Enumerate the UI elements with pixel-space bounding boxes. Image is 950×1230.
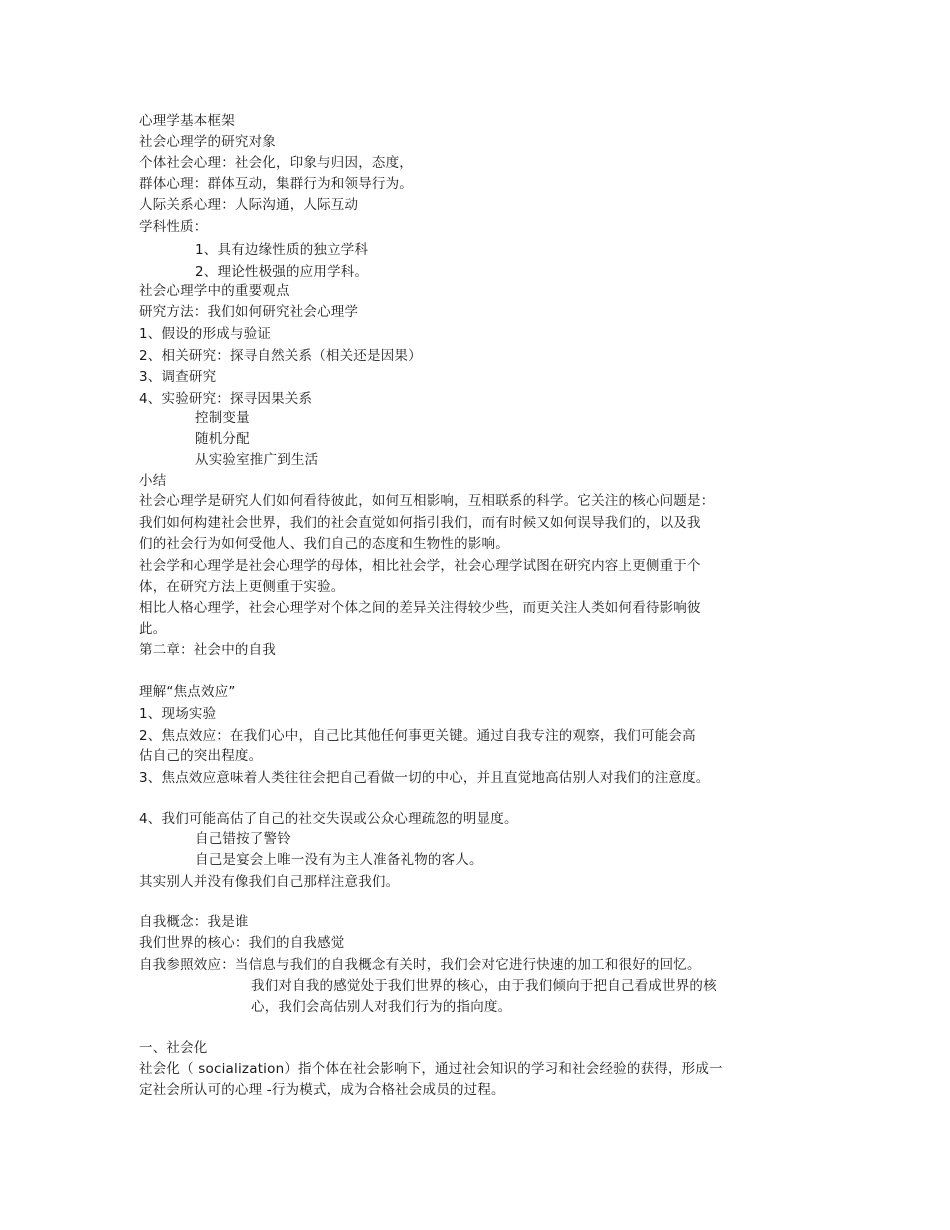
text-line: 体，在研究方法上更侧重于实验。	[139, 579, 345, 595]
text-line: 一、社会化	[139, 1040, 208, 1056]
text-line: 相比人格心理学，社会心理学对个体之间的差异关注得较少些，而更关注人类如何看待影响彼	[139, 600, 701, 616]
text-line: 社会心理学的研究对象	[139, 134, 276, 150]
text-line: 社会心理学是研究人们如何看待彼此，如何互相影响，互相联系的科学。它关注的核心问题是：	[139, 493, 715, 509]
text-line: 2、焦点效应：在我们心中，自己比其他任何事更关键。通过自我专注的观察，我们可能会高	[139, 728, 696, 744]
text-line: 小结	[139, 473, 167, 489]
text-line: 我们对自我的感觉处于我们世界的核心，由于我们倾向于把自己看成世界的核	[251, 978, 717, 994]
text-line: 随机分配	[195, 431, 250, 447]
text-line: 学科性质：	[139, 219, 208, 235]
text-line: 控制变量	[195, 410, 250, 426]
text-line: 1、假设的形成与验证	[139, 326, 272, 342]
text-line: 我们世界的核心：我们的自我感觉	[139, 935, 345, 951]
text-line: 自我参照效应：当信息与我们的自我概念有关时，我们会对它进行快速的加工和很好的回忆。	[139, 957, 701, 973]
text-line: 定社会所认可的心理 -行为模式，成为合格社会成员的过程。	[139, 1082, 505, 1098]
text-line: 1、具有边缘性质的独立学科	[195, 242, 369, 258]
text-line: 研究方法：我们如何研究社会心理学	[139, 304, 359, 320]
text-line: 3、调查研究	[139, 369, 217, 385]
text-line: 3、焦点效应意味着人类往往会把自己看做一切的中心，并且直觉地高估别人对我们的注意度。	[139, 770, 710, 786]
text-line: 人际关系心理：人际沟通，人际互动	[139, 197, 359, 213]
text-line: 从实验室推广到生活	[195, 452, 319, 468]
text-line: 理解“焦点效应”	[139, 684, 236, 700]
text-line: 自我概念：我是谁	[139, 914, 249, 930]
text-line: 社会学和心理学是社会心理学的母体，相比社会学，社会心理学试图在研究内容上更侧重于个	[139, 558, 701, 574]
text-line: 个体社会心理：社会化，印象与归因，态度，	[139, 155, 413, 171]
text-line: 4、我们可能高估了自己的社交失误或公众心理疏忽的明显度。	[139, 811, 518, 827]
text-line: 2、理论性极强的应用学科。	[195, 264, 369, 280]
text-line: 心理学基本框架	[139, 113, 235, 129]
text-line: 社会心理学中的重要观点	[139, 283, 290, 299]
text-line: 第二章：社会中的自我	[139, 642, 276, 658]
text-line: 自己错按了警铃	[195, 831, 291, 847]
text-line: 们的社会行为如何受他人、我们自己的态度和生物性的影响。	[139, 536, 509, 552]
text-line: 心，我们会高估别人对我们行为的指向度。	[251, 999, 512, 1015]
text-line: 自己是宴会上唯一没有为主人准备礼物的客人。	[195, 852, 483, 868]
text-line: 1、现场实验	[139, 706, 217, 722]
text-line: 其实别人并没有像我们自己那样注意我们。	[139, 874, 400, 890]
text-line: 社会化（ socialization）指个体在社会影响下，通过社会知识的学习和社会经验的获得，形成一	[139, 1061, 723, 1077]
text-line: 群体心理：群体互动，集群行为和领导行为。	[139, 176, 413, 192]
text-line: 估自己的突出程度。	[139, 748, 263, 764]
text-line: 2、相关研究：探寻自然关系（相关还是因果）	[139, 348, 422, 364]
text-line: 4、实验研究：探寻因果关系	[139, 391, 313, 407]
text-line: 此。	[139, 621, 167, 637]
text-line: 我们如何构建社会世界，我们的社会直觉如何指引我们，而有时候又如何误导我们的，以及我	[139, 515, 701, 531]
